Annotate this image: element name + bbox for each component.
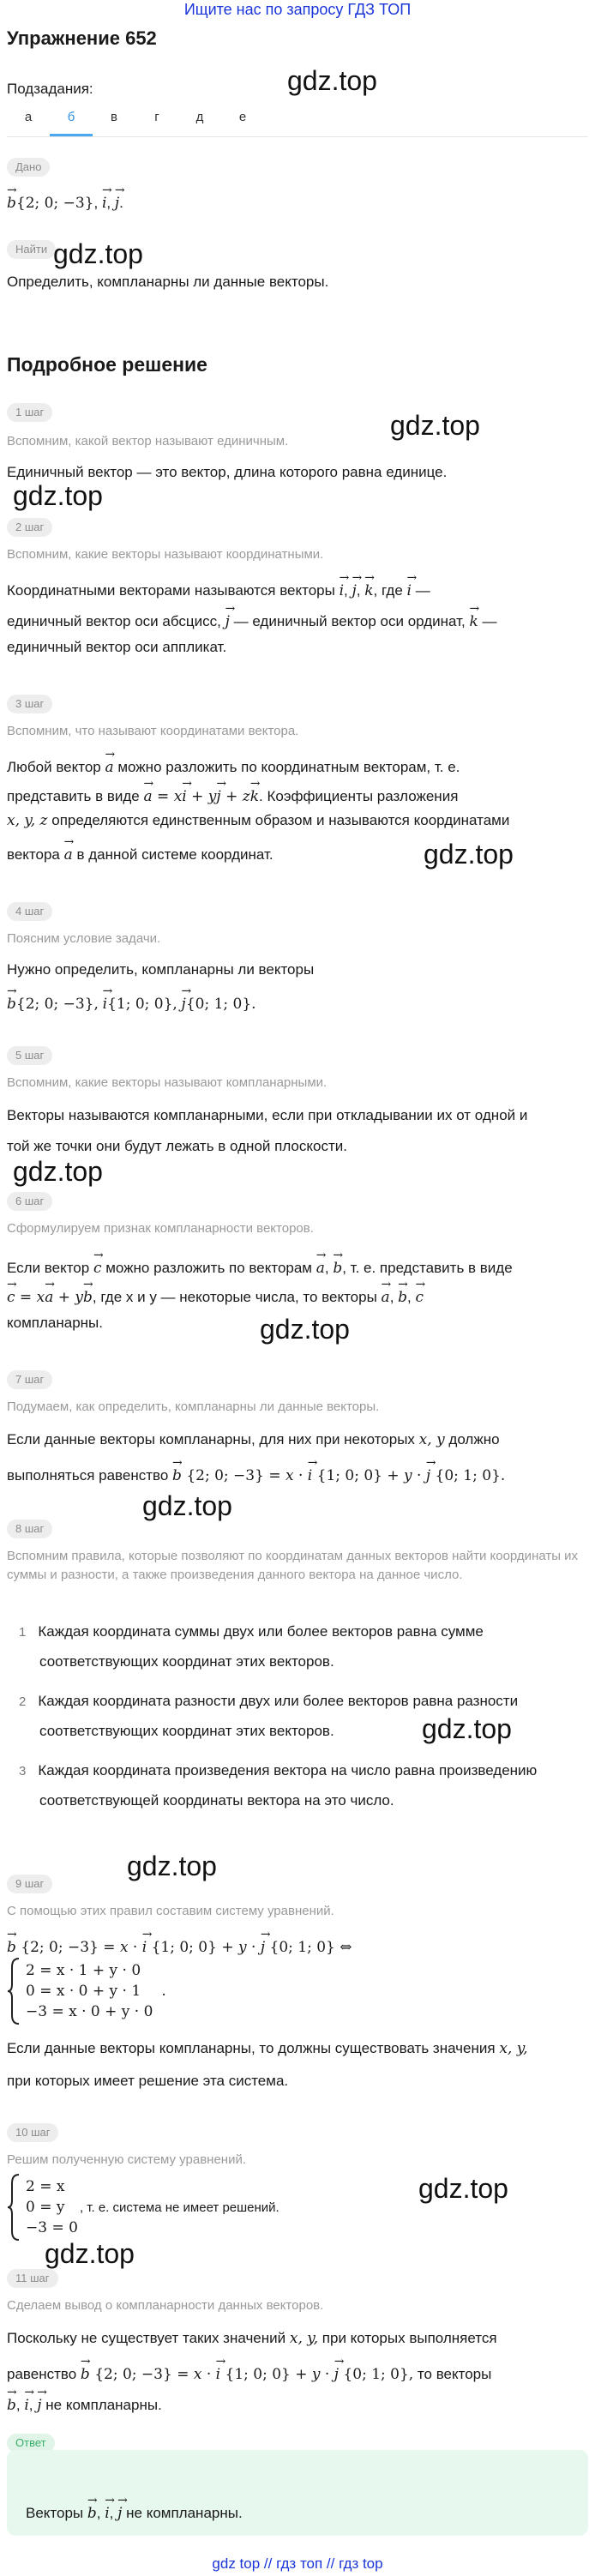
step-text: единичный вектор оси аппликат. [7,639,227,655]
step-badge: 2 шаг [7,518,52,537]
watermark: gdz.top [390,410,480,441]
watermark: gdz.top [13,480,103,511]
step-hint: Вспомним, какие векторы называют координатными. [7,547,324,562]
list-item: 1 Каждая координата суммы двух или более векторов равна сумме [19,1623,484,1640]
watermark: gdz.top [45,2238,135,2269]
list-item: 2 Каждая координата разности двух или более векторов равна разности [19,1693,519,1709]
list-item: соответствующей координаты вектора на это число. [39,1792,394,1809]
step-badge: 9 шаг [7,1875,52,1893]
step-hint: С помощью этих правил составим систему уравнений. [7,1904,334,1918]
step-text: → b{2; 0; −3}, → i{1; 0; 0}, → j{0; 1; 0}. [7,984,586,1019]
equation: −3 = x · 0 + y · 0 [26,2003,153,2020]
watermark: gdz.top [13,1156,103,1187]
given-badge: Дано [7,158,50,177]
step-badge: 5 шаг [7,1046,52,1065]
step-text: выполняться равенство → b {2; 0; −3} = x · → i {1; 0; 0} + y · → j {0; 1; 0}. [7,1456,586,1490]
step-hint: Решим полученную систему уравнений. [7,2152,247,2167]
step-badge: 7 шаг [7,1370,52,1389]
equation: 0 = x · 0 + y · 1 [26,1983,141,2000]
step-badge: 10 шаг [7,2123,58,2142]
step-badge: 3 шаг [7,695,52,713]
tab-b[interactable]: б [50,106,93,136]
subtask-tabs [7,106,264,136]
step-hint: Сформулируем признак компланарности векторов. [7,1221,314,1236]
top-banner[interactable]: Ищите нас по запросу ГДЗ ТОП [183,1,412,18]
step-text: Если данные векторы компланарны, для них при некоторых x, y должно [7,1431,500,1448]
step-text: вектора → a в данной системе координат. [7,835,586,870]
step-text: Нужно определить, компланарны ли векторы [7,961,315,978]
given-text: → b{2; 0; −3}, → i, → j. [7,184,586,218]
step-text: Координатными векторами называются векторы → i, → j, → k, где → i — [7,571,586,605]
step-text: → c = x→ a + y→ b, где x и y — некоторые числа, то векторы → a, → b, → c [7,1278,586,1312]
subtasks-label: Подзадания: [7,81,93,97]
tab-e[interactable]: е [238,110,247,124]
list-item: 3 Каждая координата произведения вектора на число равна произведению [19,1762,538,1779]
solution-heading: Подробное решение [7,353,207,376]
step-hint: Сделаем вывод о компланарности данных векторов. [7,2298,324,2313]
equation-system [7,2173,279,2242]
watermark: gdz.top [424,839,514,870]
step-text: равенство → b {2; 0; −3} = x · → i {1; 0; 0} + y · → j {0; 1; 0}, то векторы [7,2355,586,2389]
step-text: Любой вектор → a можно разложить по координатным векторам, т. е. [7,748,586,782]
step-text: единичный вектор оси абсцисс, → j — единичный вектор оси ординат, → k — [7,602,586,636]
step-text: представить в виде → a = x→ i + y→ j + z→ k. Коэффициенты разложения [7,777,586,811]
list-item: соответствующих координат этих векторов. [39,1653,334,1670]
brace-icon [7,1957,21,2025]
step-hint: Подумаем, как определить, компланарны ли данные векторы. [7,1399,380,1414]
step-text: → b {2; 0; −3} = x · → i {1; 0; 0} + y · → j {0; 1; 0} ⇔ [7,1928,586,1962]
tab-g[interactable]: г [154,110,159,124]
step-badge: 6 шаг [7,1192,52,1211]
step-badge: 4 шаг [7,902,52,921]
find-badge: Найти [7,240,56,259]
step-text: , т. е. система не имеет решений. [79,2200,279,2215]
step-text: Если вектор → c можно разложить по векторам → a, → b, т. е. представить в виде [7,1249,586,1283]
tab-a[interactable]: а [24,110,33,124]
step-text: Единичный вектор — это вектор, длина которого равна единице. [7,464,448,480]
step-hint: Вспомним, какие векторы называют компланарными. [7,1075,328,1090]
equation: 2 = x · 1 + y · 0 [26,1962,141,1979]
step-text: Поскольку не существует таких значений x, y, при которых выполняется [7,2330,497,2347]
equation: 0 = y [26,2199,65,2216]
brace-icon [7,2173,21,2242]
equation: −3 = 0 [26,2219,78,2236]
tab-v[interactable]: в [111,110,117,124]
footer-links[interactable]: gdz top // гдз топ // гдз top [212,2555,383,2572]
step-text: той же точки они будут лежать в одной плоскости. [7,1138,347,1154]
step-text: → b, → i, → j не компланарны. [7,2386,586,2420]
watermark: gdz.top [127,1851,217,1881]
tabs-divider [7,136,588,137]
step-text: Если данные векторы компланарны, то должны существовать значения x, y, [7,2040,528,2057]
page-title: Упражнение 652 [7,27,157,49]
step-text: x, y, z определяются единственным образом и называются координатами [7,812,510,829]
watermark: gdz.top [142,1490,232,1521]
step-text: Векторы называются компланарными, если при откладывании их от одной и [7,1107,528,1123]
step-hint: Вспомним правила, которые позволяют по координатам данных векторов найти координаты их суммы и разности, а также произведения данного вектора на данное число. [7,1549,579,1582]
step-badge: 11 шаг [7,2269,58,2288]
answer-badge: Ответ [7,2434,55,2453]
list-item: соответствующих координат этих векторов. [39,1723,334,1739]
step-badge: 8 шаг [7,1520,52,1538]
watermark: gdz.top [418,2173,508,2204]
step-hint: Вспомним, что называют координатами вектора. [7,724,299,738]
step-hint: Вспомним, какой вектор называют единичным. [7,434,289,448]
watermark: gdz.top [53,238,143,269]
watermark: gdz.top [260,1314,350,1345]
watermark: gdz.top [287,65,377,96]
step-hint: Поясним условие задачи. [7,931,161,946]
step-text: компланарны. [7,1315,103,1331]
answer-text: Векторы → b, → i, → j не компланарны. [26,2494,574,2528]
equation-system: 2 = x · 1 + y · 0 0 = x · 0 + y · 1 −3 = x · 0 + y · 0 . [7,1957,166,2025]
equation: 2 = x [26,2178,65,2195]
tab-d[interactable]: д [195,110,204,124]
find-text: Определить, компланарны ли данные векторы. [7,274,329,290]
step-text: при которых имеет решение эта система. [7,2073,289,2089]
step-badge: 1 шаг [7,403,52,422]
watermark: gdz.top [422,1713,512,1744]
